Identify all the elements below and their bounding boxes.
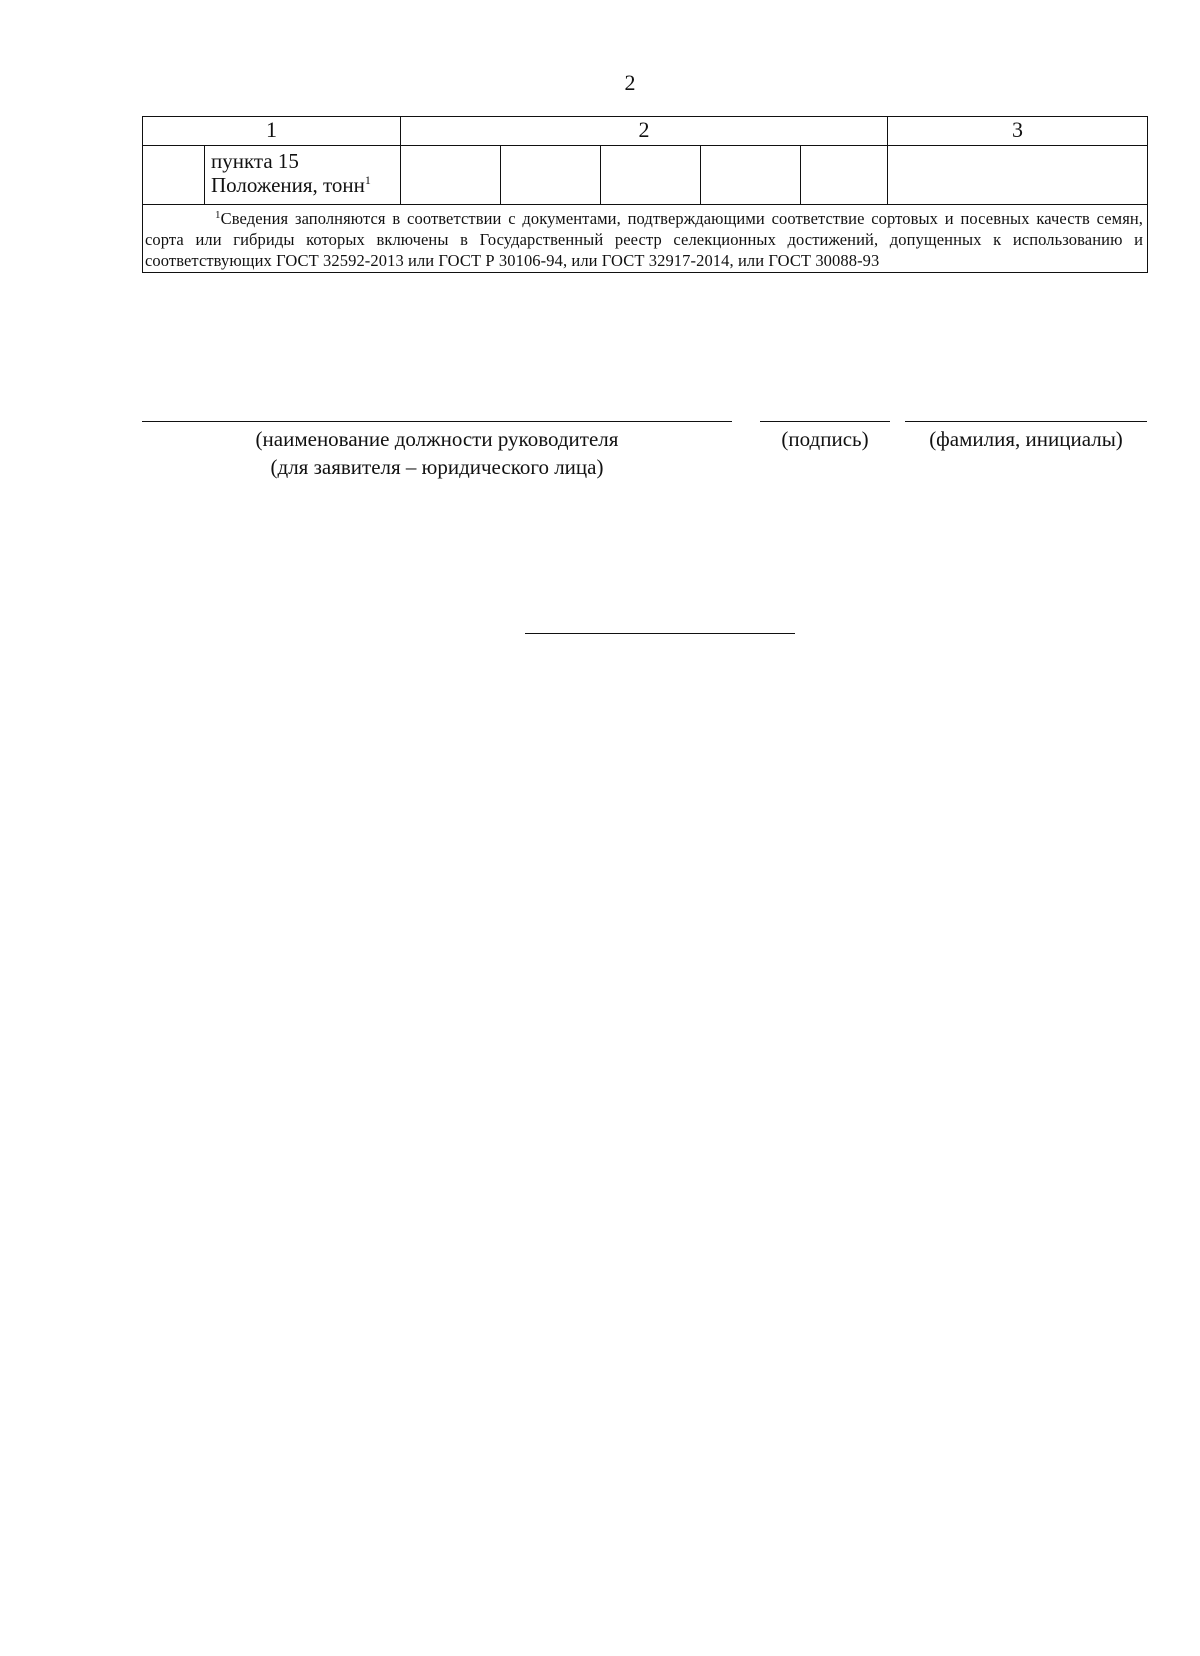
signature-line[interactable] — [760, 421, 890, 422]
name-signature-line[interactable] — [905, 421, 1147, 422]
header-col-1: 1 — [143, 117, 401, 146]
value-cell-1[interactable] — [401, 146, 501, 205]
page-number: 2 — [624, 70, 636, 95]
value-cell-3[interactable] — [601, 146, 701, 205]
name-caption: (фамилия, инициалы) — [929, 427, 1123, 451]
footnote-text: Сведения заполняются в соответствии с документами, подтверждающими соответствие сортовых и посевных качеств семян, сорта или гибриды которых включены в Государственный реестр селекционных достижений, допущенных к использованию и соответствующих ГОСТ 32592-2013 или ГОСТ Р 30106-94, или ГОСТ 32917-2014, или ГОСТ 30088-93 — [145, 209, 1144, 270]
row-number-cell — [143, 146, 205, 205]
row-label-cell — [205, 146, 401, 205]
footnote-row — [143, 205, 1148, 273]
signature-caption: (подпись) — [781, 427, 869, 451]
header-col-2: 2 — [401, 117, 888, 146]
header-col-3: 3 — [888, 117, 1148, 146]
position-caption-line1: (наименование должности руководителя — [255, 427, 619, 451]
footnote-ref: 1 — [364, 173, 371, 187]
value-cell-col-3[interactable] — [888, 146, 1148, 205]
position-caption — [142, 425, 732, 481]
row-label-line2: Положения, тонн — [211, 173, 365, 197]
document-end-rule — [525, 633, 795, 634]
position-caption-line2: (для заявителя – юридического лица) — [270, 455, 604, 479]
application-table — [142, 116, 1148, 273]
value-cell-4[interactable] — [701, 146, 801, 205]
position-signature-line[interactable] — [142, 421, 732, 422]
table-header-row — [143, 117, 1148, 146]
footnote-marker: 1 — [215, 209, 221, 221]
value-cell-2[interactable] — [501, 146, 601, 205]
value-cell-5[interactable] — [801, 146, 888, 205]
row-label-line1: пункта 15 — [211, 149, 299, 173]
table-row — [143, 146, 1148, 205]
footnote-cell — [143, 205, 1148, 273]
